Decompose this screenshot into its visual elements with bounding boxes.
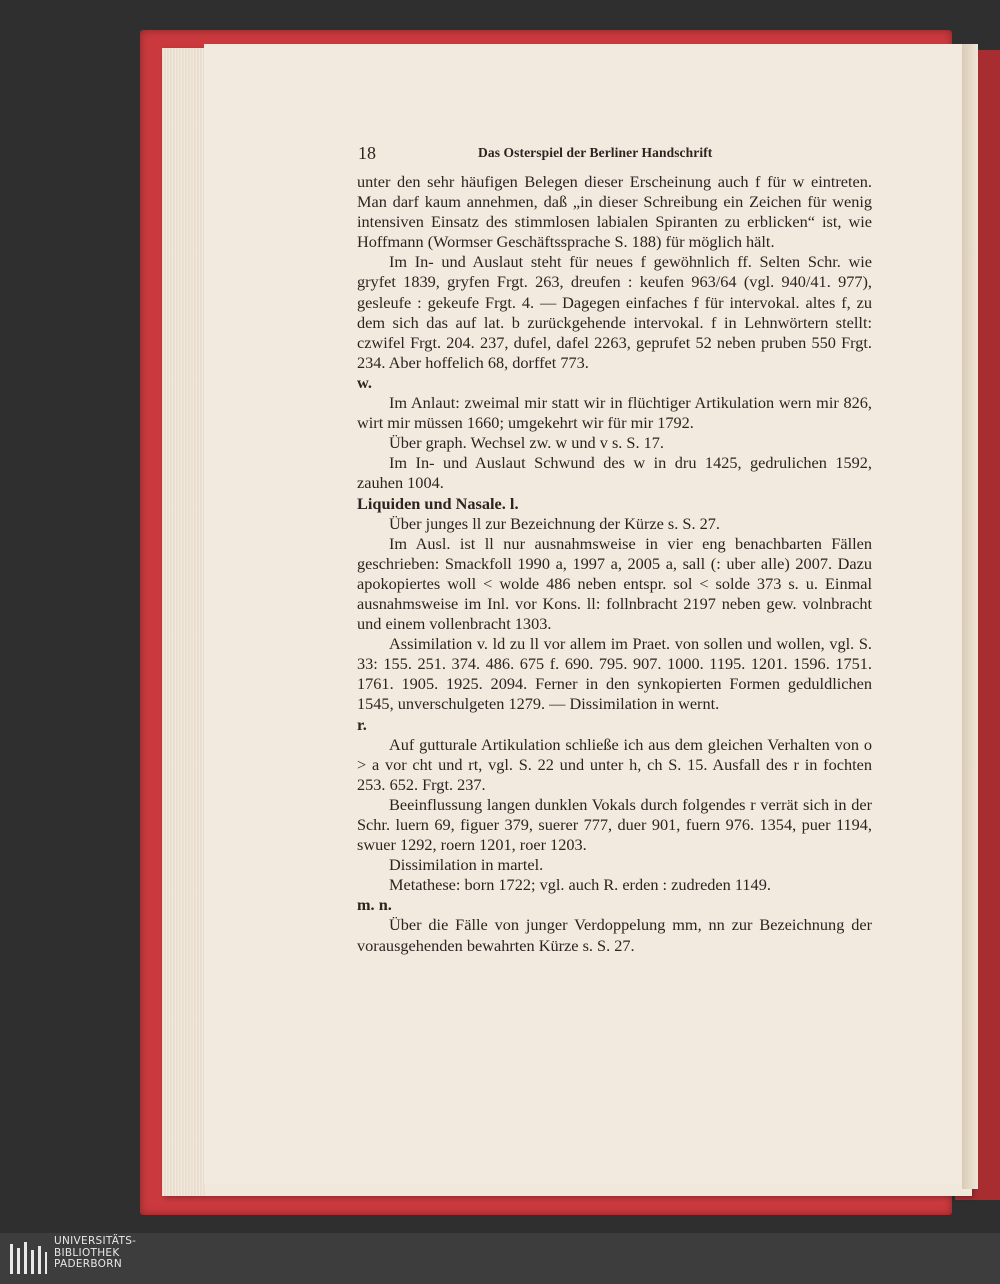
running-title: Das Osterspiel der Berliner Handschrift (478, 145, 713, 160)
logo-line: BIBLIOTHEK (54, 1246, 120, 1259)
logo-line: PADERBORN (54, 1258, 122, 1270)
page-number: 18 (358, 143, 376, 163)
footer-bar (0, 1233, 1000, 1284)
section-heading: m. n. (357, 895, 392, 915)
paragraph: Im Anlaut: zweimal mir statt wir in flüchtiger Artikulation wern mir 826, wirt mir müssen 1660; umgekehrt wir für mir 1792. (357, 393, 872, 433)
paragraph: Im In- und Auslaut Schwund des w in dru 1425, gedrulichen 1592, zauhen 1004. (357, 453, 872, 493)
section-heading: w. (357, 372, 372, 392)
paragraph: Im In- und Auslaut steht für neues f gewöhnlich ff. Selten Schr. wie gryfet 1839, gryfen Frgt. 263, dreufen : keufen 963/64 (vgl. 940/41. 977), gesleufe : gekeufe Frgt. 4. — Dagegen einfaches f für intervokal. altes f, zu dem sich das auf lat. b zurückgehende intervokal. f in Lehnwörtern stellt: czwifel Frgt. 204. 237, dufel, dafel 2263, geprufet 52 neben pruben 550 Frgt. 234. Aber hoffelich 68, dorffet 773. (357, 252, 872, 372)
paragraph: Metathese: born 1722; vgl. auch R. erden : zudreden 1149. (389, 875, 771, 895)
paragraph: Über die Fälle von junger Verdoppelung mm, nn zur Bezeichnung der vorausgehenden bewahrten Kürze s. S. 27. (357, 915, 872, 955)
paragraph: unter den sehr häufigen Belegen dieser Erscheinung auch f für w eintreten. Man darf kaum annehmen, daß „in dieser Schreibung ein Zeichen für wenig intensiven Einsatz des stimmlosen labialen Spiranten zu erblicken“ ist, wie Hoffmann (Wormser Geschäftssprache S. 188) für möglich hält. (357, 172, 872, 252)
body-text (357, 172, 872, 956)
paragraph: Assimilation v. ld zu ll vor allem im Praet. von sollen und wollen, vgl. S. 33: 155. 251. 374. 486. 675 f. 690. 795. 907. 1000. 1195. 1201. 1596. 1751. 1761. 1905. 1925. 2094. Ferner in den synkopierten Formen geduldlichen 1545, unverschulgeten 1279. — Dissimilation in wernt. (357, 634, 872, 714)
paragraph: Dissimilation in martel. (389, 855, 544, 875)
logo-line: UNIVERSITÄTS- (54, 1235, 137, 1247)
paragraph: Im Ausl. ist ll nur ausnahmsweise in vier eng benachbarten Fällen geschrieben: Smackfoll 1990 a, 1997 a, 2005 a, sall (: uber alle) 2007. Dazu apokopiertes woll < wolde 486 neben entspr. sol < solde 373 s. u. Einmal ausnahmsweise im Inl. vor Kons. ll: follnbracht 2197 neben gew. volnbracht und einem vollenbracht 1303. (357, 533, 872, 634)
section-heading: r. (357, 714, 367, 734)
page-gutter (962, 44, 978, 1189)
section-heading: Liquiden und Nasale. l. (357, 493, 519, 513)
paragraph: Über junges ll zur Bezeichnung der Kürze s. S. 27. (389, 513, 720, 533)
page-edges (162, 48, 206, 1196)
paragraph: Auf gutturale Artikulation schließe ich aus dem gleichen Verhalten von o > a vor cht und rt, vgl. S. 22 und unter h, ch S. 15. Ausfall des r in fochten 253. 652. Frgt. 237. (357, 734, 872, 794)
library-logo-text (54, 1236, 136, 1271)
paragraph: Über graph. Wechsel zw. w und v s. S. 17. (389, 433, 664, 453)
paragraph: Beeinflussung langen dunklen Vokals durch folgendes r verrät sich in der Schr. luern 69, figuer 379, suerer 777, duer 901, fuern 976. 1354, puer 1194, swuer 1292, roern 1201, roer 1203. (357, 794, 872, 855)
library-logo-icon (8, 1238, 48, 1278)
